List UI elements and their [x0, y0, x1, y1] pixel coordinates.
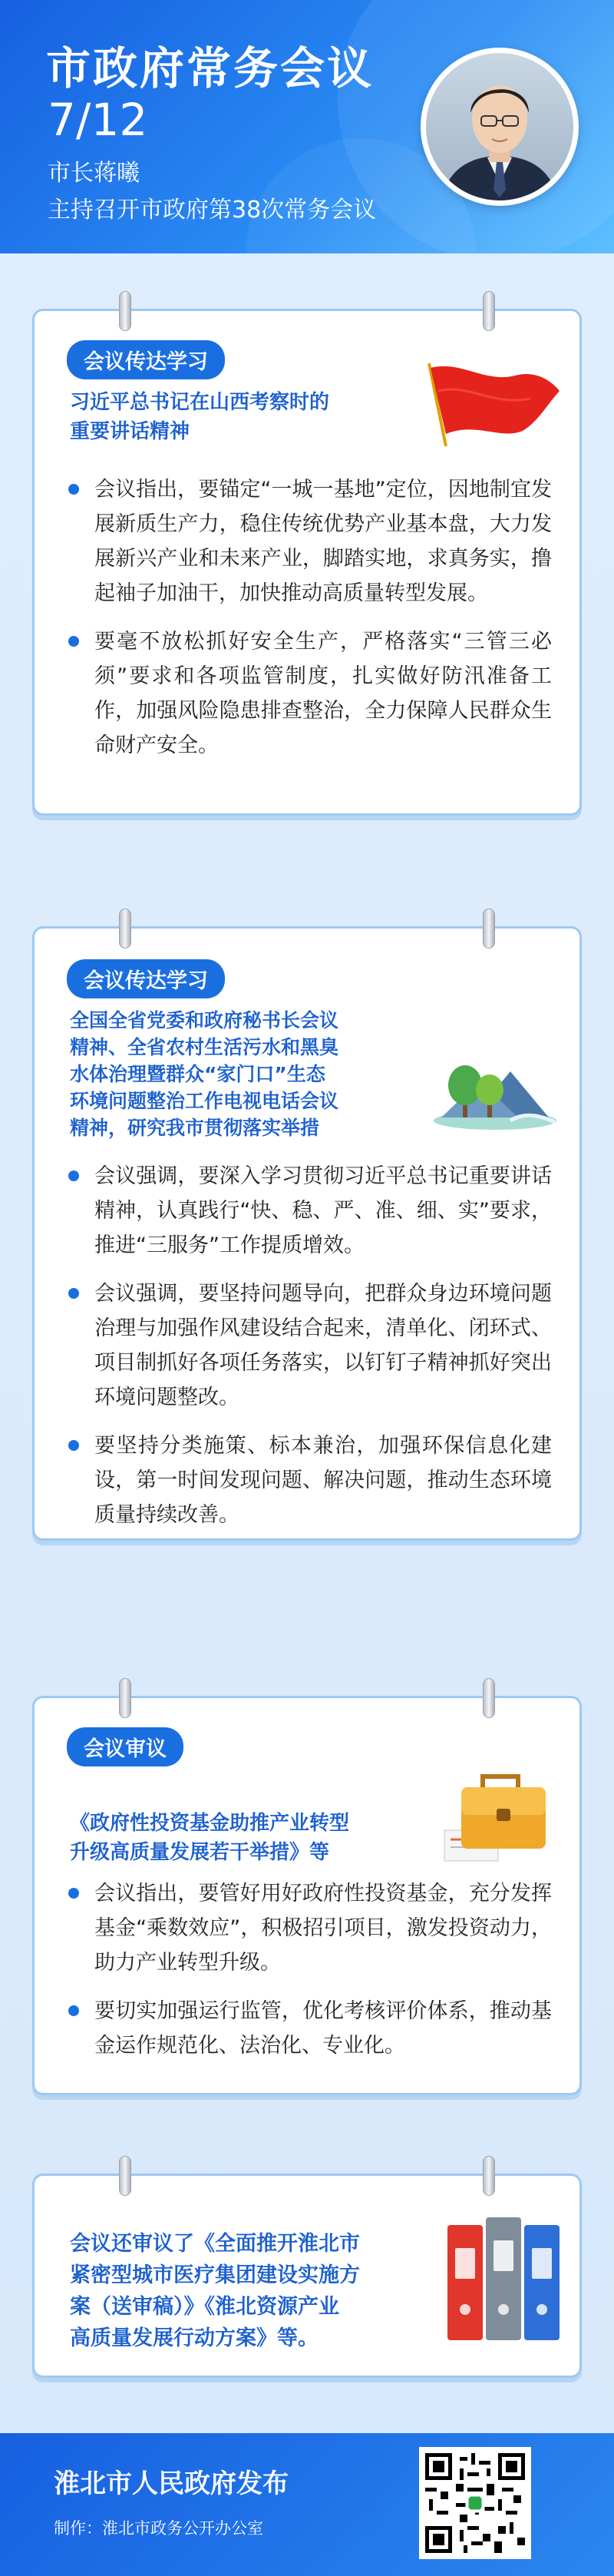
mayor-portrait	[421, 48, 579, 206]
list-item: 要毫不放松抓好安全生产，严格落实“三管三必须”要求和各项监管制度，扎实做好防汛准备工作，加强风险隐患排查整治，全力保障人民群众生命财产安全。	[67, 624, 552, 763]
meeting-date: 7/12	[48, 94, 148, 146]
binder-ring-icon	[483, 909, 495, 949]
section-card-1	[32, 309, 582, 816]
section-tag: 会议传达学习	[67, 959, 225, 998]
binder-ring-icon	[119, 2156, 131, 2196]
binder-ring-icon	[483, 291, 495, 331]
footer	[0, 2433, 614, 2576]
bullet-list	[67, 1159, 552, 1546]
briefcase-icon	[438, 1769, 553, 1869]
extra-review-text: 会议还审议了《全面推开淮北市 紧密型城市医疗集团建设实施方 案（送审稿）》《淮北资源产业 高质量发展行动方案》等。	[70, 2232, 360, 2350]
list-item: 会议指出，要锚定“一城一基地”定位，因地制宜发展新质生产力，稳住传统优势产业基本盘，大力发展新兴产业和未来产业，脚踏实地，求真务实，撸起袖子加油干，加快推动高质量转型发展。	[67, 472, 552, 611]
speaker-name: 市长蒋曦	[48, 160, 140, 187]
list-item: 会议强调，要坚持问题导向，把群众身边环境问题治理与加强作风建设结合起来，清单化、闭环式、项目制抓好各项任务落实，以钉钉子精神抓好突出环境问题整改。	[67, 1276, 552, 1415]
list-item: 会议强调，要深入学习贯彻习近平总书记重要讲话精神，认真践行“快、稳、严、准、细、实”要求，推进“三服务”工作提质增效。	[67, 1159, 552, 1263]
list-item: 会议指出，要管好用好政府性投资基金，充分发挥基金“乘数效应”，积极招引项目，激发投资动力，助力产业转型升级。	[67, 1876, 552, 1980]
section-card-2	[32, 926, 582, 1541]
section-topic: 《政府性投资基金助推产业转型 升级高质量发展若干举措》等	[70, 1812, 350, 1864]
person-photo-icon	[426, 53, 573, 200]
binder-ring-icon	[119, 1678, 131, 1718]
meeting-subtitle: 主持召开市政府第38次常务会议	[48, 197, 377, 223]
qr-code[interactable]	[419, 2447, 531, 2559]
mountain-tree-icon	[426, 1041, 556, 1133]
bullet-list	[67, 472, 552, 776]
qr-code-icon	[425, 2453, 525, 2553]
binders-icon	[443, 2202, 566, 2348]
list-item: 要切实加强运行监管，优化考核评价体系，推动基金运作规范化、法治化、专业化。	[67, 1994, 552, 2063]
header-banner	[0, 0, 614, 253]
extra-review-card	[32, 2174, 582, 2378]
section-tag: 会议传达学习	[67, 340, 225, 379]
maker-credit: 制作：淮北市政务公开办公室	[54, 2519, 263, 2538]
page-title: 市政府常务会议	[46, 42, 375, 94]
publisher-name: 淮北市人民政府发布	[54, 2468, 289, 2499]
red-flag-icon	[423, 360, 566, 449]
bullet-list	[67, 1876, 552, 2077]
section-tag: 会议审议	[67, 1727, 183, 1766]
binder-ring-icon	[483, 1678, 495, 1718]
section-topic: 全国全省党委和政府秘书长会议 精神、全省农村生活污水和黑臭 水体治理暨群众“家门口”生态 环境问题整治工作电视电话会议 精神，研究我市贯彻落实举措	[70, 1009, 339, 1139]
section-topic: 习近平总书记在山西考察时的 重要讲话精神	[70, 391, 330, 443]
binder-ring-icon	[119, 909, 131, 949]
binder-ring-icon	[483, 2156, 495, 2196]
section-card-3	[32, 1696, 582, 2095]
binder-ring-icon	[119, 291, 131, 331]
list-item: 要坚持分类施策、标本兼治，加强环保信息化建设，第一时间发现问题、解决问题，推动生态环境质量持续改善。	[67, 1429, 552, 1532]
